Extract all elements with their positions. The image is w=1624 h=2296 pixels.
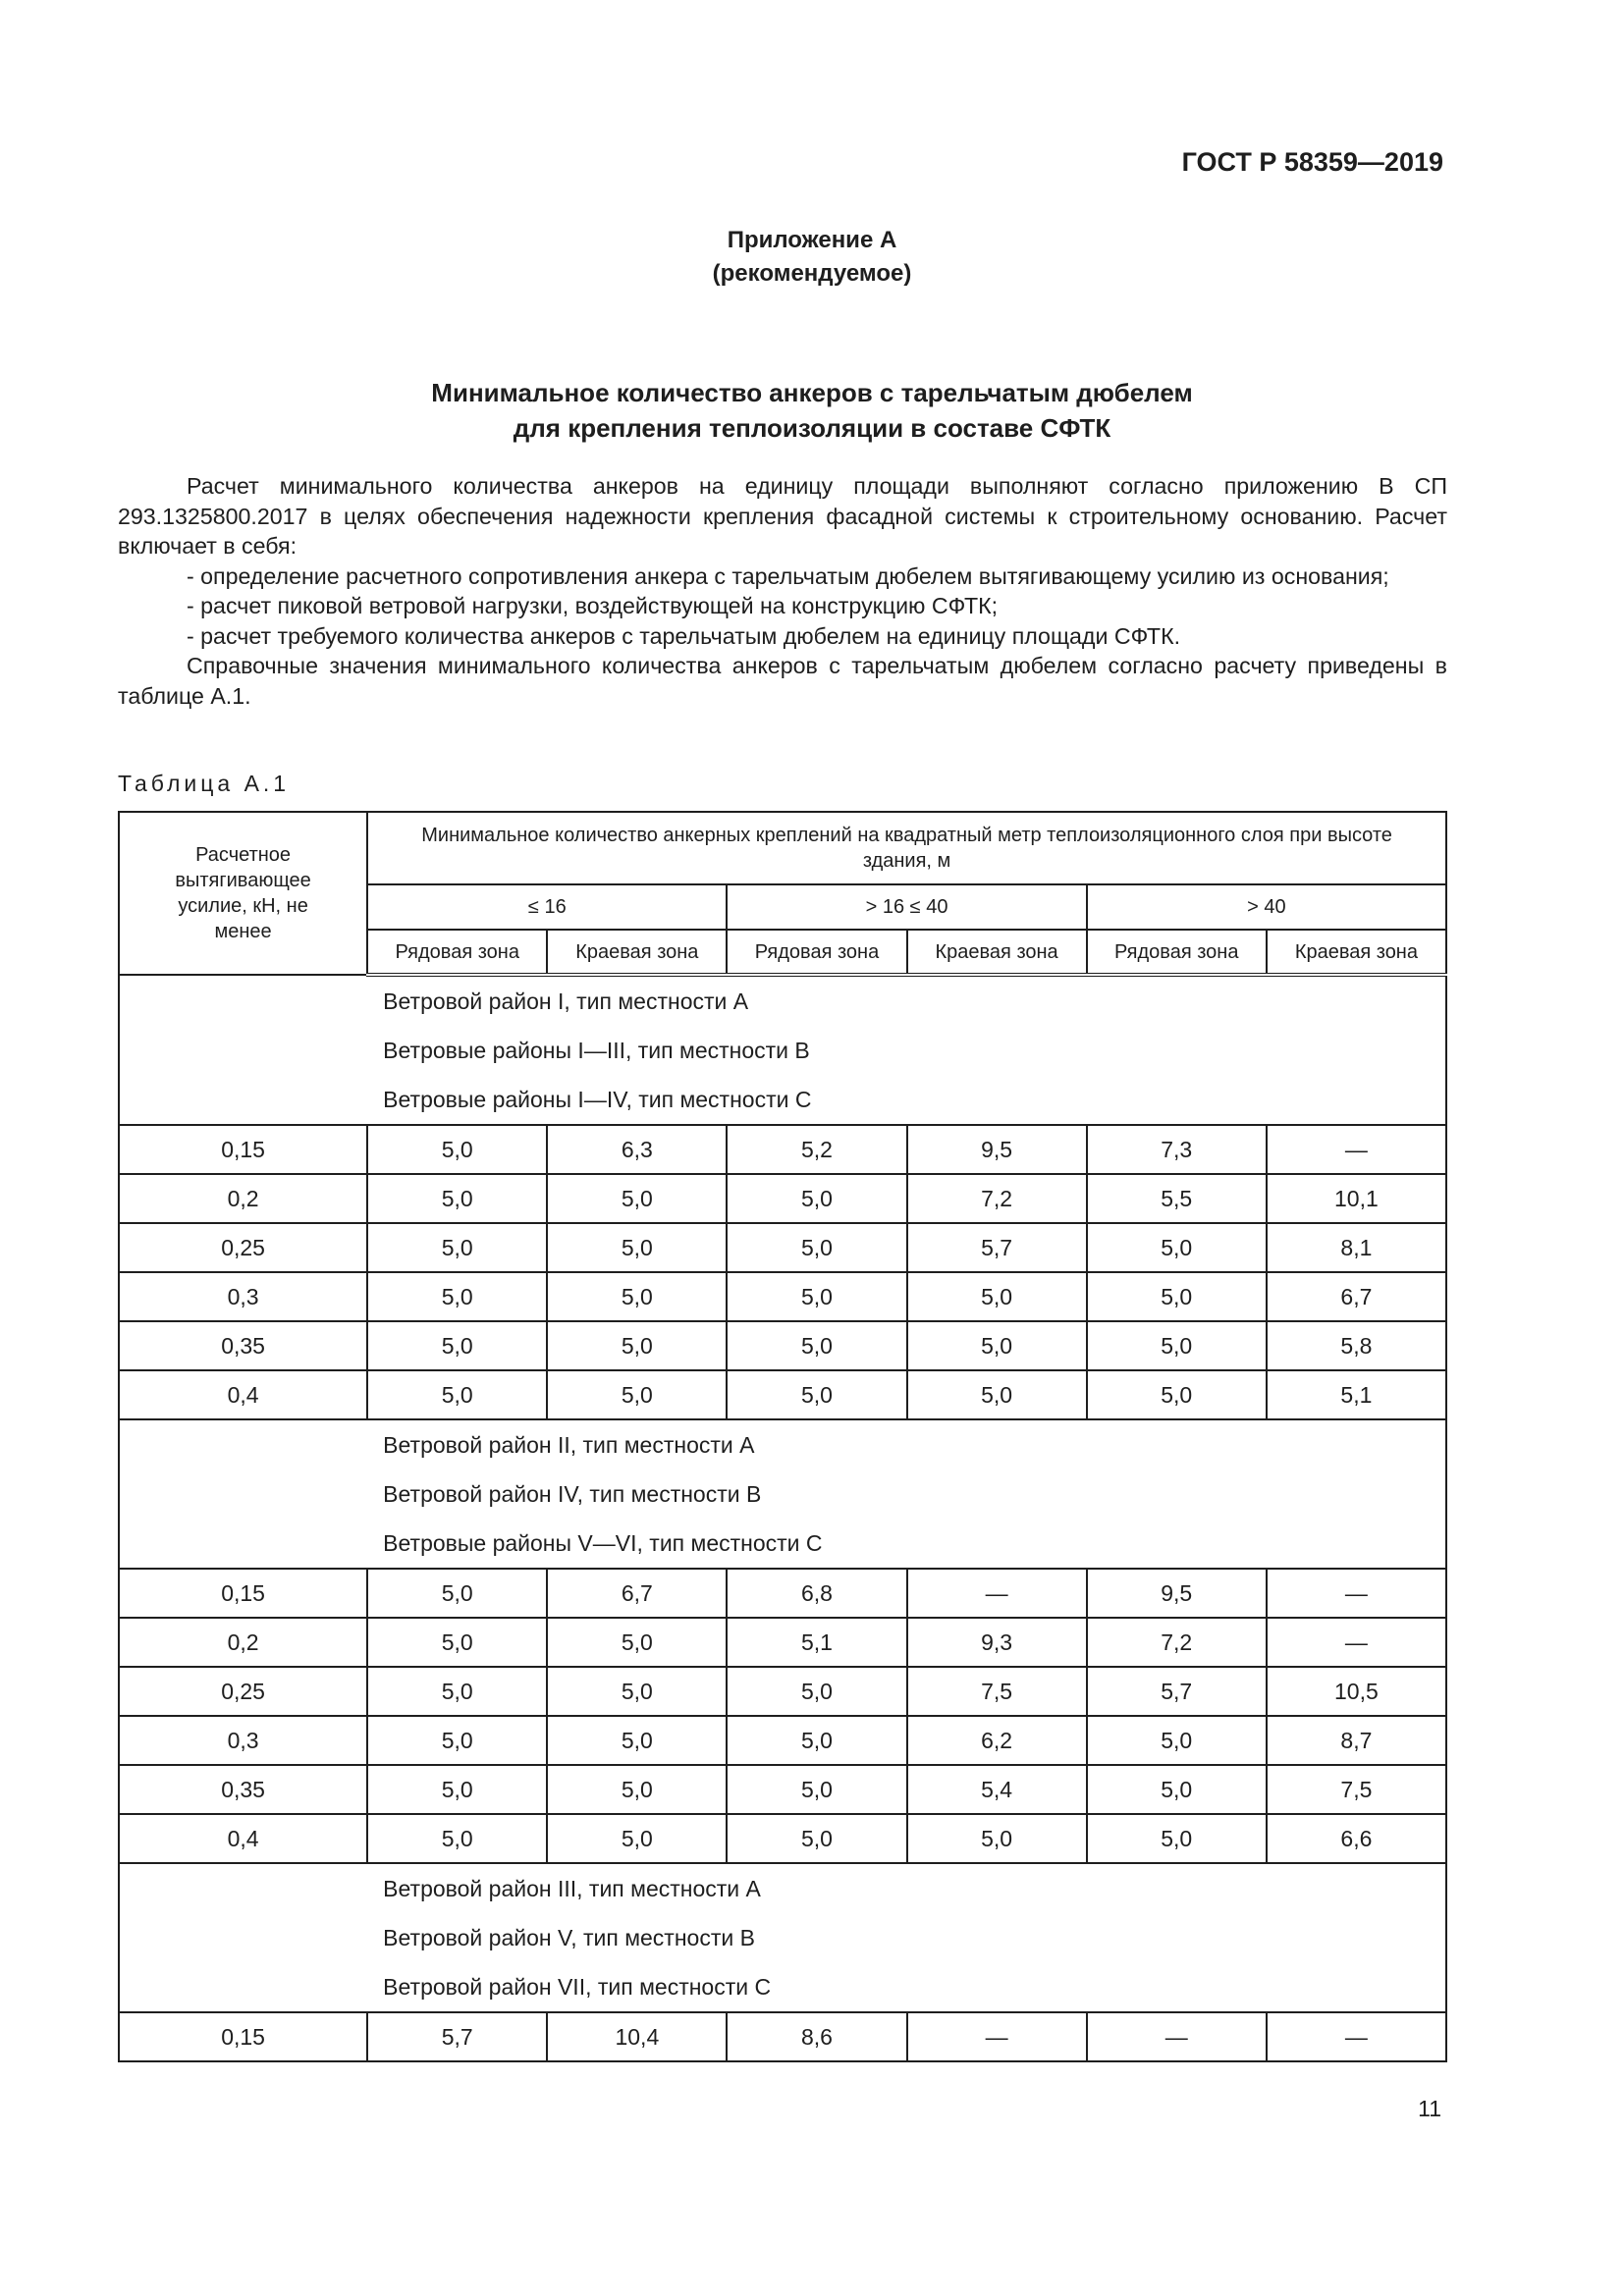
anchor-count-cell: 5,0 bbox=[727, 1667, 906, 1716]
anchor-count-cell: 5,0 bbox=[727, 1174, 906, 1223]
pull-force-cell: 0,4 bbox=[119, 1814, 367, 1863]
page-number: 11 bbox=[1418, 2096, 1441, 2121]
anchor-count-cell: 9,3 bbox=[907, 1618, 1087, 1667]
anchor-count-cell: 5,0 bbox=[547, 1765, 727, 1814]
table-label: Таблица А.1 bbox=[118, 771, 291, 796]
anchor-count-cell: 5,0 bbox=[547, 1370, 727, 1419]
anchor-count-cell: 5,0 bbox=[907, 1272, 1087, 1321]
anchor-count-cell: — bbox=[1267, 1569, 1446, 1618]
wind-region-label: Ветровой район II, тип местности А bbox=[383, 1432, 755, 1458]
anchor-count-cell: 5,0 bbox=[907, 1814, 1087, 1863]
anchor-count-cell: 7,2 bbox=[1087, 1618, 1267, 1667]
anchor-count-cell: 5,1 bbox=[1267, 1370, 1446, 1419]
header-zone: Краевая зона bbox=[907, 930, 1087, 975]
region-blank-cell bbox=[119, 1863, 367, 2012]
anchor-count-cell: 5,7 bbox=[367, 2012, 547, 2061]
anchor-count-cell: 5,4 bbox=[907, 1765, 1087, 1814]
anchor-count-cell: 5,0 bbox=[1087, 1765, 1267, 1814]
region-row bbox=[119, 1419, 1446, 1569]
anchor-count-cell: 5,0 bbox=[547, 1618, 727, 1667]
anchor-count-cell: 5,0 bbox=[727, 1765, 906, 1814]
anchor-count-cell: 5,0 bbox=[547, 1814, 727, 1863]
list-item: - определение расчетного сопротивления анкера с тарельчатым дюбелем вытягивающему усилию из основания; bbox=[187, 562, 1389, 589]
pull-force-cell: 0,15 bbox=[119, 2012, 367, 2061]
anchor-count-cell: 5,7 bbox=[1087, 1667, 1267, 1716]
anchor-count-cell: 5,0 bbox=[907, 1370, 1087, 1419]
anchor-count-cell: 7,2 bbox=[907, 1174, 1087, 1223]
header-anchor-count: Минимальное количество анкерных креплений на квадратный метр теплоизоляционного слоя при высоте здания, м bbox=[367, 812, 1446, 884]
anchor-count-cell: 7,5 bbox=[907, 1667, 1087, 1716]
header-pull-force: Расчетное вытягивающее усилие, кН, не менее bbox=[119, 812, 367, 975]
anchor-count-cell: 5,7 bbox=[907, 1223, 1087, 1272]
anchor-count-cell: 5,0 bbox=[547, 1321, 727, 1370]
title-line-2: для крепления теплоизоляции в составе СФТК bbox=[513, 413, 1111, 443]
anchor-count-cell: — bbox=[1267, 2012, 1446, 2061]
anchor-count-cell: 9,5 bbox=[1087, 1569, 1267, 1618]
anchor-count-cell: 6,2 bbox=[907, 1716, 1087, 1765]
anchor-count-cell: 5,0 bbox=[1087, 1814, 1267, 1863]
region-cell bbox=[367, 1419, 1446, 1569]
region-blank-cell bbox=[119, 1419, 367, 1569]
anchor-count-cell: 6,3 bbox=[547, 1125, 727, 1174]
anchor-count-cell: 6,6 bbox=[1267, 1814, 1446, 1863]
wind-region-label: Ветровые районы V—VI, тип местности С bbox=[383, 1530, 823, 1556]
table-row bbox=[119, 1223, 1446, 1272]
pull-force-cell: 0,15 bbox=[119, 1125, 367, 1174]
table-row bbox=[119, 2012, 1446, 2061]
body-text bbox=[118, 471, 1447, 711]
anchor-count-cell: 5,0 bbox=[727, 1716, 906, 1765]
table-row bbox=[119, 1272, 1446, 1321]
region-cell bbox=[367, 975, 1446, 1125]
anchor-count-cell: 8,7 bbox=[1267, 1716, 1446, 1765]
region-blank-cell bbox=[119, 975, 367, 1125]
wind-region-label: Ветровые районы I—IV, тип местности С bbox=[383, 1087, 812, 1112]
anchor-count-cell: 5,0 bbox=[1087, 1370, 1267, 1419]
table-row bbox=[119, 1667, 1446, 1716]
anchor-count-cell: — bbox=[907, 2012, 1087, 2061]
anchor-count-cell: 7,5 bbox=[1267, 1765, 1446, 1814]
page-title bbox=[0, 375, 1624, 446]
pull-force-cell: 0,3 bbox=[119, 1272, 367, 1321]
table-row bbox=[119, 1716, 1446, 1765]
anchor-count-cell: 5,0 bbox=[907, 1321, 1087, 1370]
anchor-count-cell: 5,0 bbox=[367, 1125, 547, 1174]
region-row bbox=[119, 1863, 1446, 2012]
header-zone: Рядовая зона bbox=[367, 930, 547, 975]
table-row bbox=[119, 1321, 1446, 1370]
annex-status: (рекомендуемое) bbox=[712, 260, 912, 287]
anchor-count-cell: — bbox=[1267, 1618, 1446, 1667]
wind-region-label: Ветровой район III, тип местности А bbox=[383, 1876, 761, 1901]
anchor-count-cell: 5,5 bbox=[1087, 1174, 1267, 1223]
anchor-count-cell: 5,0 bbox=[547, 1716, 727, 1765]
anchor-count-cell: 5,0 bbox=[367, 1716, 547, 1765]
pull-force-cell: 0,2 bbox=[119, 1618, 367, 1667]
anchor-count-cell: 5,0 bbox=[367, 1618, 547, 1667]
anchor-count-cell: 5,0 bbox=[367, 1223, 547, 1272]
pull-force-cell: 0,4 bbox=[119, 1370, 367, 1419]
anchor-count-cell: 6,7 bbox=[1267, 1272, 1446, 1321]
header-zone: Рядовая зона bbox=[727, 930, 906, 975]
anchor-count-cell: 5,0 bbox=[727, 1814, 906, 1863]
title-line-1: Минимальное количество анкеров с тарельчатым дюбелем bbox=[431, 378, 1193, 407]
region-row bbox=[119, 975, 1446, 1125]
pull-force-cell: 0,2 bbox=[119, 1174, 367, 1223]
document-code: ГОСТ Р 58359—2019 bbox=[1181, 147, 1443, 177]
pull-force-cell: 0,15 bbox=[119, 1569, 367, 1618]
anchor-count-cell: 5,0 bbox=[367, 1321, 547, 1370]
anchor-count-cell: 5,0 bbox=[1087, 1321, 1267, 1370]
table-row bbox=[119, 1174, 1446, 1223]
anchor-count-cell: 5,0 bbox=[367, 1667, 547, 1716]
pull-force-cell: 0,25 bbox=[119, 1667, 367, 1716]
anchor-count-cell: 6,7 bbox=[547, 1569, 727, 1618]
anchor-count-cell: 5,0 bbox=[547, 1174, 727, 1223]
anchor-count-cell: 5,0 bbox=[367, 1814, 547, 1863]
anchor-count-cell: 8,1 bbox=[1267, 1223, 1446, 1272]
anchor-count-cell: 5,0 bbox=[367, 1765, 547, 1814]
anchor-count-cell: — bbox=[907, 1569, 1087, 1618]
anchor-count-cell: 6,8 bbox=[727, 1569, 906, 1618]
table-row bbox=[119, 1569, 1446, 1618]
pull-force-cell: 0,25 bbox=[119, 1223, 367, 1272]
header-height-range: > 40 bbox=[1087, 884, 1446, 930]
anchor-count-cell: 5,0 bbox=[547, 1223, 727, 1272]
pull-force-cell: 0,3 bbox=[119, 1716, 367, 1765]
intro-paragraph: Расчет минимального количества анкеров на единицу площади выполняют согласно приложению В СП 293.1325800.2017 в целях обеспечения надежности крепления фасадной системы к строительному основанию. Расчет включает в себя: bbox=[118, 473, 1447, 559]
annex-label: Приложение А bbox=[727, 227, 897, 253]
anchor-count-cell: 5,0 bbox=[1087, 1272, 1267, 1321]
anchor-count-cell: 5,0 bbox=[1087, 1716, 1267, 1765]
anchor-count-cell: 5,0 bbox=[727, 1272, 906, 1321]
pull-force-cell: 0,35 bbox=[119, 1765, 367, 1814]
anchor-count-cell: 5,0 bbox=[727, 1321, 906, 1370]
table-row bbox=[119, 1125, 1446, 1174]
header-height-range: > 16 ≤ 40 bbox=[727, 884, 1086, 930]
header-height-range: ≤ 16 bbox=[367, 884, 727, 930]
anchor-count-cell: 5,0 bbox=[367, 1569, 547, 1618]
closing-paragraph: Справочные значения минимального количества анкеров с тарельчатым дюбелем согласно расчету приведены в таблице А.1. bbox=[118, 653, 1447, 709]
anchors-table bbox=[118, 811, 1447, 2062]
anchor-count-cell: 10,4 bbox=[547, 2012, 727, 2061]
list-item: - расчет требуемого количества анкеров с тарельчатым дюбелем на единицу площади СФТК. bbox=[187, 622, 1181, 649]
region-cell bbox=[367, 1863, 1446, 2012]
table-body bbox=[119, 975, 1446, 2061]
anchor-count-cell: — bbox=[1267, 1125, 1446, 1174]
table-row bbox=[119, 1814, 1446, 1863]
anchor-count-cell: — bbox=[1087, 2012, 1267, 2061]
anchor-count-cell: 5,0 bbox=[547, 1272, 727, 1321]
header-zone: Рядовая зона bbox=[1087, 930, 1267, 975]
wind-region-label: Ветровой район V, тип местности В bbox=[383, 1925, 755, 1950]
list-item: - расчет пиковой ветровой нагрузки, воздействующей на конструкцию СФТК; bbox=[187, 593, 999, 618]
pull-force-cell: 0,35 bbox=[119, 1321, 367, 1370]
table-header bbox=[119, 812, 1446, 975]
anchor-count-cell: 5,0 bbox=[367, 1370, 547, 1419]
anchor-count-cell: 10,1 bbox=[1267, 1174, 1446, 1223]
table-row bbox=[119, 1370, 1446, 1419]
anchor-count-cell: 5,1 bbox=[727, 1618, 906, 1667]
anchor-count-cell: 5,8 bbox=[1267, 1321, 1446, 1370]
table-row bbox=[119, 1765, 1446, 1814]
anchor-count-cell: 5,0 bbox=[727, 1370, 906, 1419]
annex-heading bbox=[0, 224, 1624, 291]
anchor-count-cell: 5,0 bbox=[367, 1272, 547, 1321]
header-zone: Краевая зона bbox=[547, 930, 727, 975]
wind-region-label: Ветровой район IV, тип местности В bbox=[383, 1481, 762, 1507]
anchor-count-cell: 5,0 bbox=[547, 1667, 727, 1716]
anchor-count-cell: 5,2 bbox=[727, 1125, 906, 1174]
anchor-count-cell: 10,5 bbox=[1267, 1667, 1446, 1716]
anchor-count-cell: 7,3 bbox=[1087, 1125, 1267, 1174]
anchor-count-cell: 8,6 bbox=[727, 2012, 906, 2061]
anchor-count-cell: 9,5 bbox=[907, 1125, 1087, 1174]
header-zone: Краевая зона bbox=[1267, 930, 1446, 975]
table-row bbox=[119, 1618, 1446, 1667]
wind-region-label: Ветровой район VII, тип местности С bbox=[383, 1974, 772, 2000]
wind-region-label: Ветровые районы I—III, тип местности В bbox=[383, 1038, 810, 1063]
wind-region-label: Ветровой район I, тип местности А bbox=[383, 988, 749, 1014]
anchor-count-cell: 5,0 bbox=[1087, 1223, 1267, 1272]
anchor-count-cell: 5,0 bbox=[727, 1223, 906, 1272]
anchor-count-cell: 5,0 bbox=[367, 1174, 547, 1223]
